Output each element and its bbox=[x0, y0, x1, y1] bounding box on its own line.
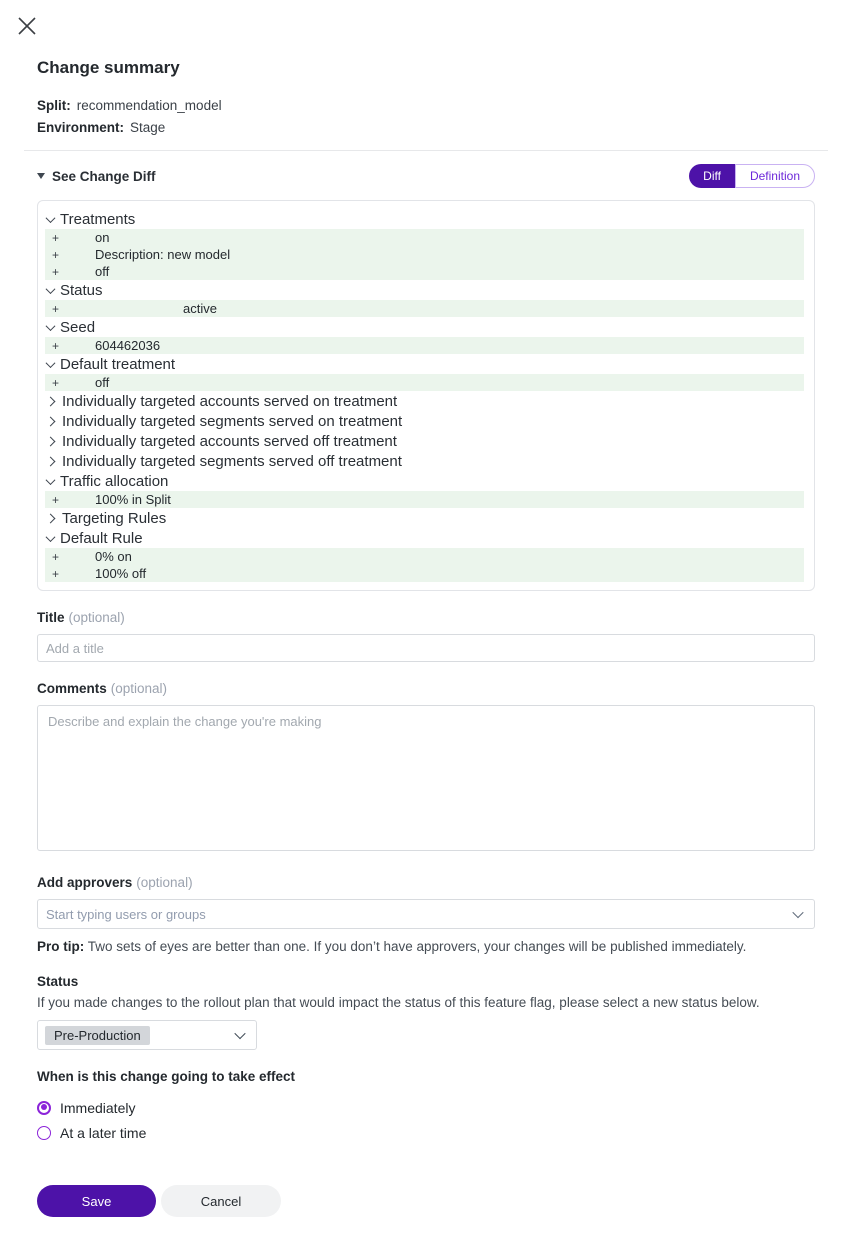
radio-option-at-a-later-time[interactable] bbox=[37, 1120, 815, 1145]
environment-row bbox=[37, 117, 815, 139]
diff-added-value: 604462036 bbox=[95, 338, 161, 353]
diff-section-label: Individually targeted segments served off treatment bbox=[62, 452, 402, 470]
diff-added-row bbox=[45, 337, 804, 354]
action-buttons bbox=[37, 1185, 815, 1217]
environment-label: Environment: bbox=[37, 120, 125, 135]
plus-icon: + bbox=[52, 247, 60, 262]
diff-section-label: Default Rule bbox=[60, 529, 143, 547]
flag-meta bbox=[37, 95, 815, 139]
comments-optional-text: (optional) bbox=[110, 681, 168, 696]
chevron-right-icon bbox=[46, 416, 56, 426]
chevron-down-icon bbox=[234, 1028, 245, 1039]
approvers-label-text: Add approvers bbox=[37, 875, 133, 890]
diff-section-row[interactable] bbox=[45, 508, 804, 528]
radio-selected-icon[interactable] bbox=[37, 1101, 51, 1115]
diff-section-label: Targeting Rules bbox=[62, 509, 167, 527]
tab-diff[interactable]: Diff bbox=[689, 164, 735, 188]
plus-icon: + bbox=[52, 338, 60, 353]
chevron-down-icon bbox=[46, 358, 56, 368]
chevron-down-icon bbox=[46, 213, 56, 223]
diff-section-row[interactable] bbox=[45, 411, 804, 431]
diff-section-row[interactable] bbox=[45, 209, 804, 229]
diff-section-label: Individually targeted segments served on treatment bbox=[62, 412, 403, 430]
chevron-down-icon bbox=[46, 321, 56, 331]
diff-added-value: 100% off bbox=[95, 566, 147, 581]
diff-section-row[interactable] bbox=[45, 280, 804, 300]
title-optional-text: (optional) bbox=[68, 610, 125, 625]
radio-label: Immediately bbox=[60, 1099, 136, 1116]
chevron-down-icon bbox=[46, 532, 56, 542]
title-field-label bbox=[37, 610, 815, 625]
page-title: Change summary bbox=[37, 58, 180, 77]
environment-value: Stage bbox=[130, 120, 166, 135]
effect-radio-group bbox=[37, 1095, 815, 1145]
plus-icon: + bbox=[52, 549, 60, 564]
diff-section-label: Individually targeted accounts served on treatment bbox=[62, 392, 398, 410]
radio-unselected-icon[interactable] bbox=[37, 1126, 51, 1140]
title-label-text: Title bbox=[37, 610, 65, 625]
plus-icon: + bbox=[52, 492, 60, 507]
split-value: recommendation_model bbox=[76, 98, 222, 113]
plus-icon: + bbox=[52, 264, 60, 279]
diff-added-value: on bbox=[95, 230, 110, 245]
diff-section-label: Default treatment bbox=[60, 355, 176, 373]
status-description: If you made changes to the rollout plan that would impact the status of this feature flag, please select a new status below. bbox=[37, 995, 760, 1010]
pro-tip-text: Two sets of eyes are better than one. If you don’t have approvers, your changes will be published immediately. bbox=[87, 939, 747, 954]
approvers-placeholder: Start typing users or groups bbox=[46, 906, 206, 922]
triangle-down-icon bbox=[37, 173, 45, 179]
diff-added-row bbox=[45, 548, 804, 565]
diff-added-row bbox=[45, 300, 804, 317]
diff-added-row bbox=[45, 246, 804, 263]
plus-icon: + bbox=[52, 230, 60, 245]
diff-added-value: 0% on bbox=[95, 549, 132, 564]
see-change-diff-label: See Change Diff bbox=[52, 168, 156, 184]
diff-added-value: active bbox=[183, 301, 217, 316]
diff-section-row[interactable] bbox=[45, 471, 804, 491]
title-input[interactable] bbox=[37, 634, 815, 662]
diff-section-label: Treatments bbox=[60, 210, 136, 228]
status-section-label: Status bbox=[37, 974, 79, 989]
diff-section-label: Status bbox=[60, 281, 103, 299]
chevron-down-icon bbox=[792, 907, 803, 918]
diff-added-value: 100% in Split bbox=[95, 492, 171, 507]
see-change-diff-toggle[interactable] bbox=[37, 169, 156, 184]
status-selected-tag: Pre-Production bbox=[45, 1026, 150, 1045]
diff-section-row[interactable] bbox=[45, 391, 804, 411]
comments-field-label bbox=[37, 681, 815, 696]
cancel-button[interactable]: Cancel bbox=[161, 1185, 281, 1217]
approvers-select[interactable] bbox=[37, 899, 815, 929]
pro-tip-label: Pro tip: bbox=[37, 939, 85, 954]
diff-definition-toggle bbox=[689, 164, 815, 188]
diff-added-row bbox=[45, 491, 804, 508]
comments-label-text: Comments bbox=[37, 681, 107, 696]
chevron-right-icon bbox=[46, 513, 56, 523]
status-select[interactable] bbox=[37, 1020, 257, 1050]
diff-section-row[interactable] bbox=[45, 451, 804, 471]
pro-tip bbox=[37, 938, 777, 955]
diff-section-label: Seed bbox=[60, 318, 96, 336]
diff-added-row bbox=[45, 565, 804, 582]
chevron-down-icon bbox=[46, 284, 56, 294]
chevron-down-icon bbox=[46, 475, 56, 485]
plus-icon: + bbox=[52, 375, 60, 390]
diff-added-value: off bbox=[95, 264, 110, 279]
divider bbox=[24, 150, 828, 151]
diff-section-row[interactable] bbox=[45, 317, 804, 337]
approvers-optional-text: (optional) bbox=[136, 875, 193, 890]
save-button[interactable]: Save bbox=[37, 1185, 156, 1217]
diff-added-value: off bbox=[95, 375, 110, 390]
comments-textarea[interactable] bbox=[37, 705, 815, 851]
diff-added-value: Description: new model bbox=[95, 247, 231, 262]
tab-definition[interactable]: Definition bbox=[735, 164, 815, 188]
radio-label: At a later time bbox=[60, 1124, 147, 1141]
change-diff-box bbox=[37, 200, 815, 591]
diff-section-row[interactable] bbox=[45, 354, 804, 374]
close-button[interactable] bbox=[15, 15, 39, 39]
diff-section-row[interactable] bbox=[45, 528, 804, 548]
chevron-right-icon bbox=[46, 396, 56, 406]
chevron-right-icon bbox=[46, 456, 56, 466]
plus-icon: + bbox=[52, 301, 60, 316]
effect-section-label: When is this change going to take effect bbox=[37, 1069, 296, 1084]
diff-section-row[interactable] bbox=[45, 431, 804, 451]
diff-added-row bbox=[45, 374, 804, 391]
chevron-right-icon bbox=[46, 436, 56, 446]
close-icon bbox=[16, 15, 38, 37]
radio-option-immediately[interactable] bbox=[37, 1095, 815, 1120]
diff-added-row bbox=[45, 263, 804, 280]
plus-icon: + bbox=[52, 566, 60, 581]
diff-added-row bbox=[45, 229, 804, 246]
diff-section-label: Individually targeted accounts served off treatment bbox=[62, 432, 397, 450]
approvers-field-label bbox=[37, 875, 815, 890]
split-row bbox=[37, 95, 815, 117]
diff-section-label: Traffic allocation bbox=[60, 472, 169, 490]
split-label: Split: bbox=[37, 98, 71, 113]
